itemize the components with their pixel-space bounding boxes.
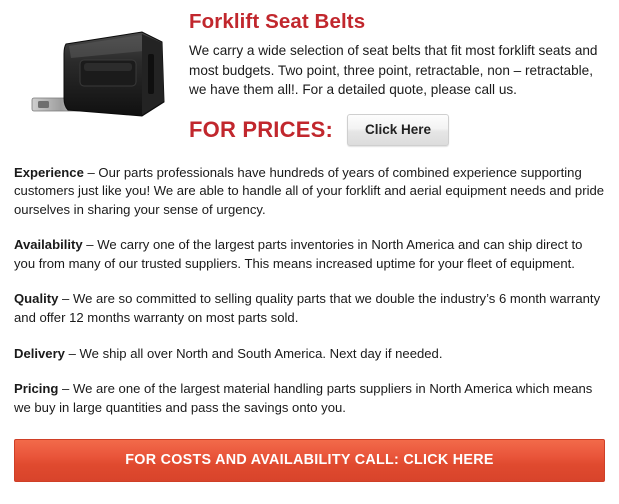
click-here-button[interactable]: Click Here (347, 114, 449, 146)
section-term: Quality (14, 291, 59, 307)
intro-block (189, 6, 605, 146)
top-section (0, 0, 619, 146)
content-sections (0, 164, 619, 418)
product-image (14, 6, 189, 141)
section-delivery (14, 345, 605, 364)
section-experience (14, 164, 605, 220)
section-text: – We are so committed to selling quality parts that we double the industry’s 6 month warranty and offer 12 months warranty on most parts sold. (14, 291, 601, 326)
section-text: – We are one of the largest material handling parts suppliers in North America which means we buy in large quantities and pass the savings onto you. (14, 381, 593, 415)
cta-wrapper (14, 439, 605, 482)
section-term: Availability (14, 237, 83, 253)
section-term: Delivery (14, 345, 65, 361)
section-pricing (14, 380, 605, 417)
seat-belt-buckle-icon (14, 6, 189, 141)
section-text: – Our parts professionals have hundreds of years of combined experience supporting customers just like you! We are able to handle all of your forklift and aerial equipment needs and pride ourselves in sharing your sense of urgency. (14, 164, 605, 217)
prices-row (189, 114, 605, 146)
costs-availability-cta-button[interactable]: FOR COSTS AND AVAILABILITY CALL: CLICK HERE (14, 439, 605, 482)
page-title: Forklift Seat Belts (189, 10, 366, 33)
intro-paragraph: We carry a wide selection of seat belts that fit most forklift seats and most budgets. Two point, three point, retractable, non – retractable, we have them all!. For a detailed quote, please call us. (189, 43, 598, 97)
for-prices-label: FOR PRICES: (189, 116, 333, 142)
section-availability (14, 236, 605, 273)
section-term: Experience (14, 164, 84, 180)
section-text: – We ship all over North and South America. Next day if needed. (64, 345, 443, 361)
section-quality (14, 290, 605, 327)
section-term: Pricing (14, 381, 59, 397)
section-text: – We carry one of the largest parts inventories in North America and can ship direct to you from many of our trusted suppliers. This means increased uptime for your fleet of equipment. (14, 237, 583, 271)
